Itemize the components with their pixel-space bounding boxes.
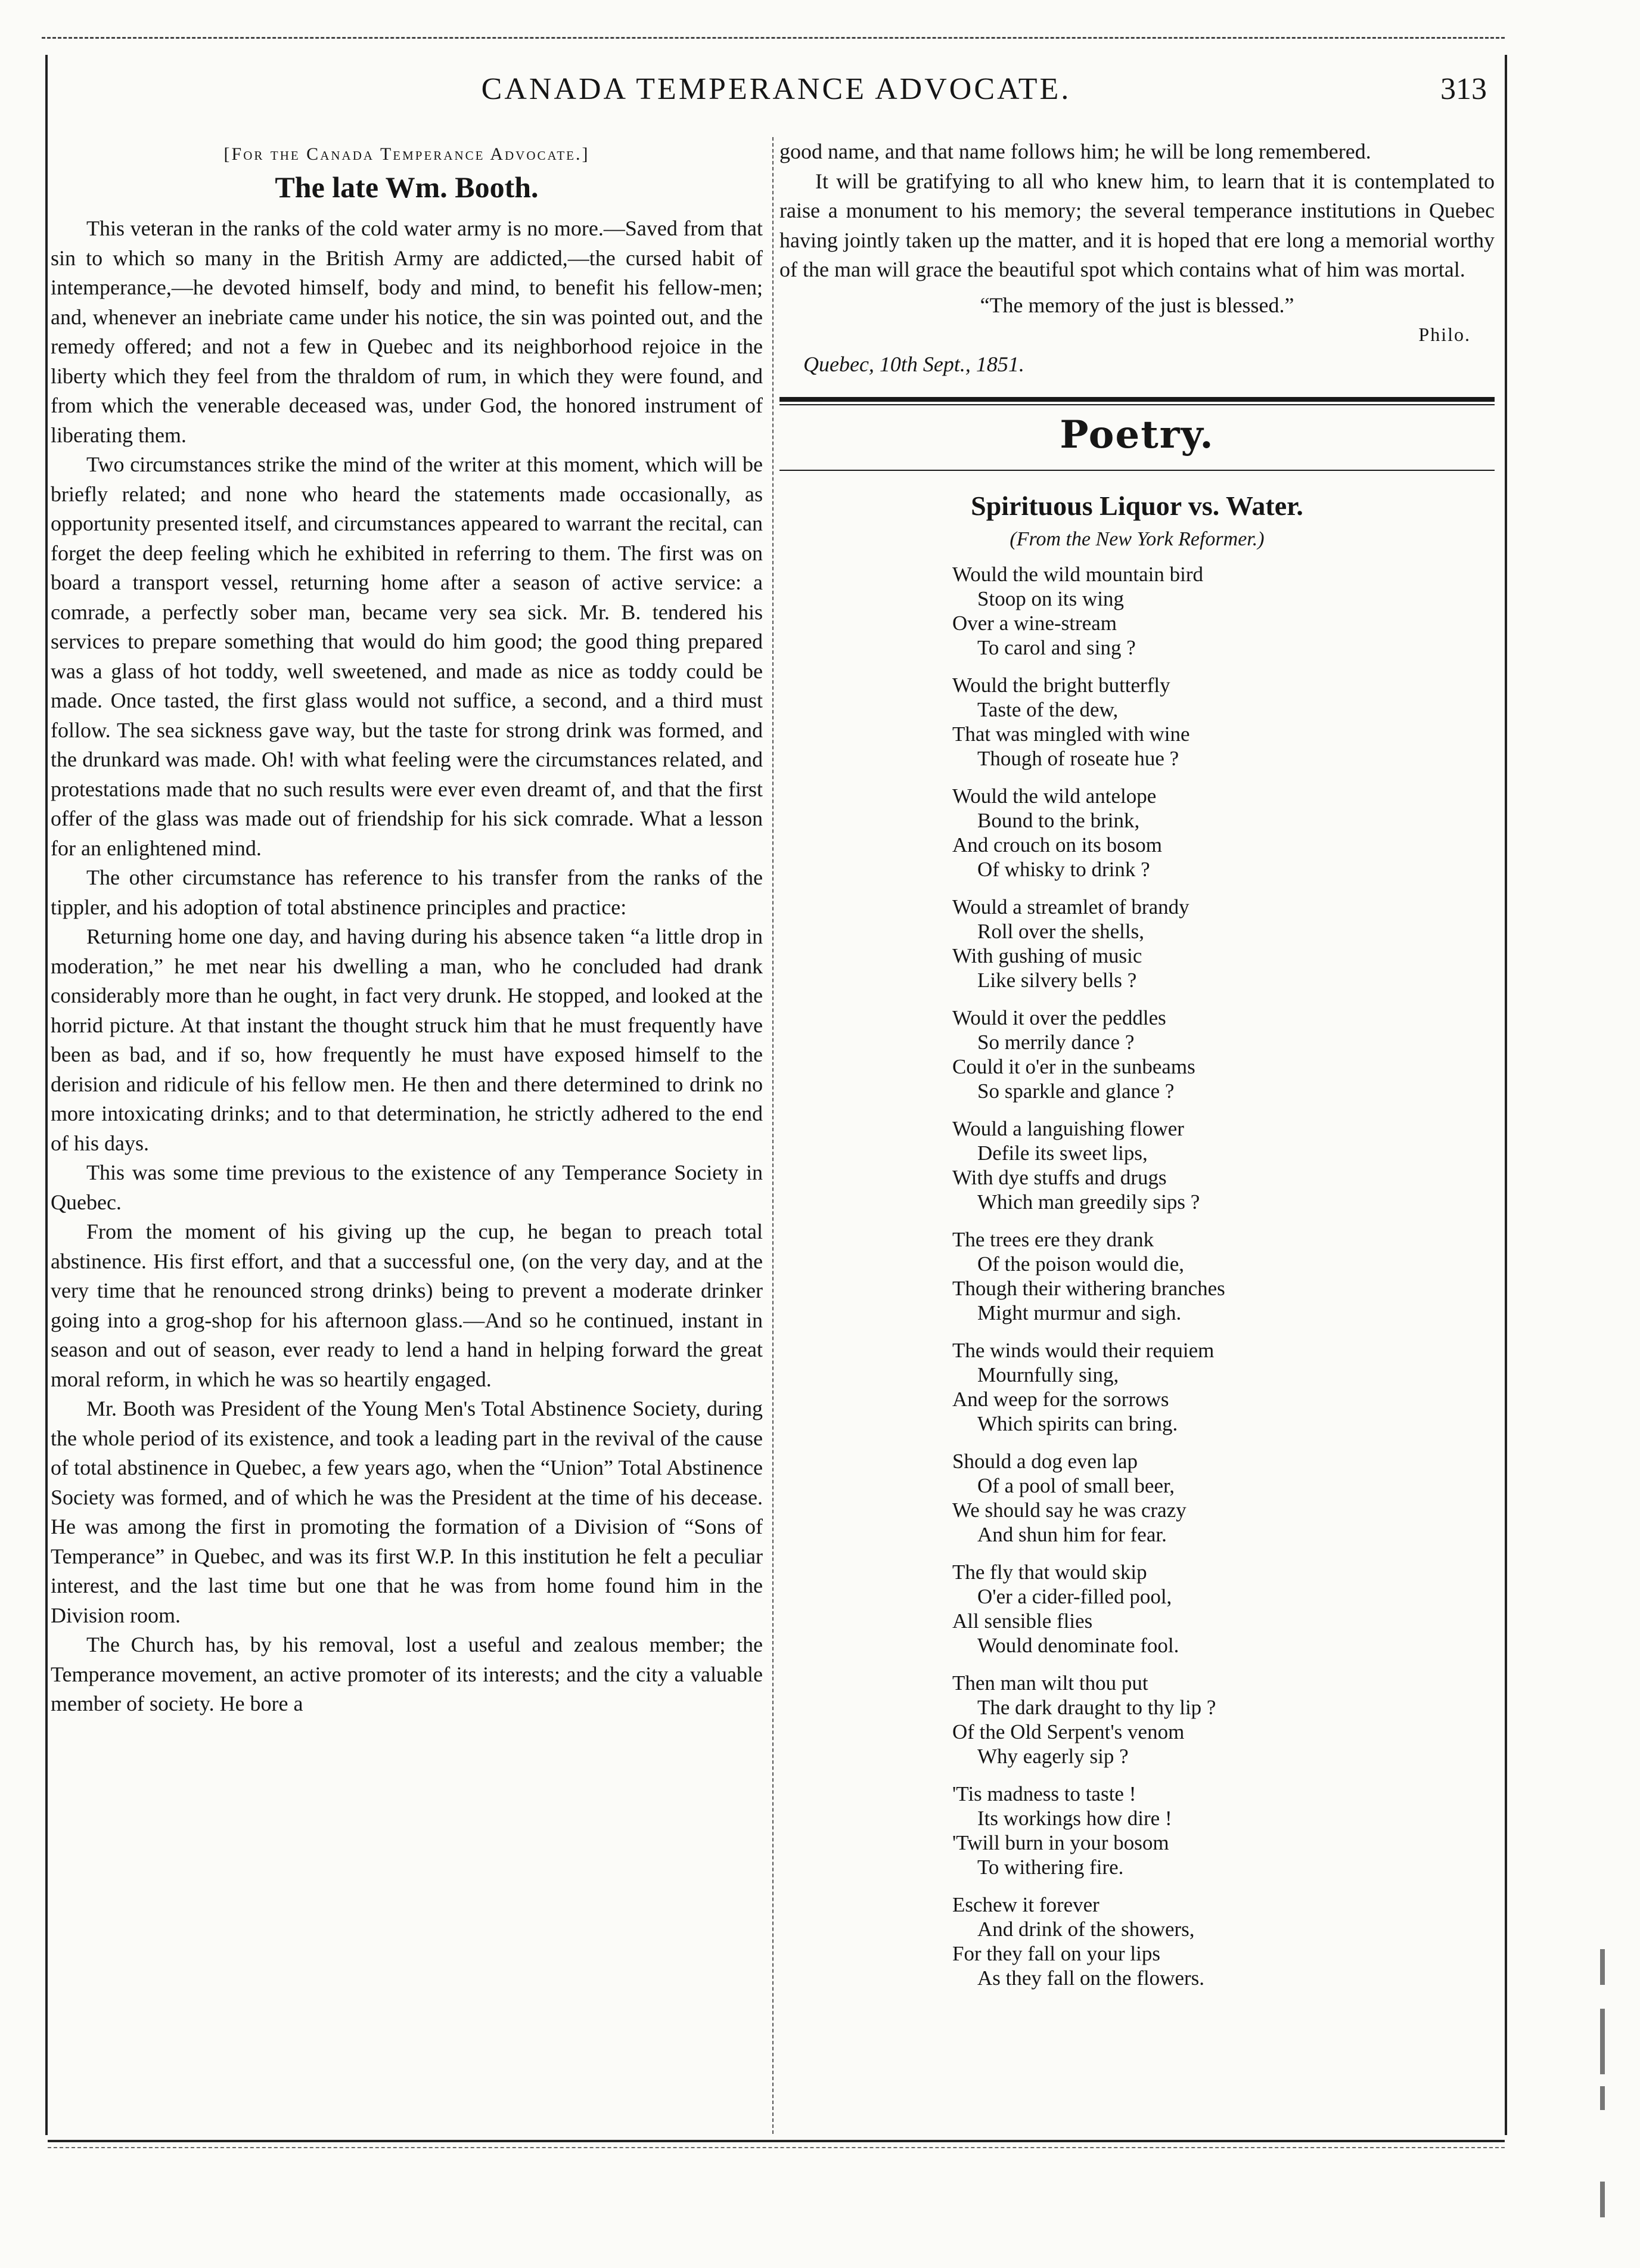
top-dashed-rule xyxy=(42,37,1505,39)
poem-line: Might murmur and sigh. xyxy=(977,1301,1182,1324)
poem-line: For they fall on your lips xyxy=(952,1942,1160,1965)
poem-line: Taste of the dew, xyxy=(977,698,1119,721)
article-title: The late Wm. Booth. xyxy=(275,170,539,204)
page-number: 313 xyxy=(1440,72,1487,106)
article-paragraph: Returning home one day, and having during his absence taken “a little drop in moderation,” he met near his dwelling a man, who he concluded had drank considerably more than he ought, in fact very drunk. He stopped, and looked at the horrid picture. At that instant the thought struck him that he must frequently have been as bad, and if so, how frequently he must have exposed himself to the derision and ridicule of his fellow men. He then and there determined to drink no more intoxicating drinks; and to that determination, he strictly adhered to the end of his days. xyxy=(51,924,763,1155)
article-source-note: [For the Canada Temperance Advocate.] xyxy=(223,144,590,164)
bottom-dashed-rule xyxy=(48,2147,1505,2148)
poem-line: Of a pool of small beer, xyxy=(977,1474,1175,1497)
poem-stanzas xyxy=(952,562,1495,1990)
poem-line: As they fall on the flowers. xyxy=(977,1966,1205,1990)
poem-line: Bound to the brink, xyxy=(977,809,1140,832)
poem-stanza xyxy=(952,1892,1495,1990)
margin-mark xyxy=(1600,2009,1605,2074)
article-quote: “The memory of the just is blessed.” xyxy=(980,293,1294,317)
poem-stanza xyxy=(952,1227,1495,1325)
poem-line: Stoop on its wing xyxy=(977,587,1125,610)
masthead-title: CANADA TEMPERANCE ADVOCATE. xyxy=(481,72,1071,106)
poem-stanza xyxy=(952,784,1495,882)
poem-line: And weep for the sorrows xyxy=(952,1388,1169,1411)
poem-line: The fly that would skip xyxy=(952,1560,1147,1584)
poem-line: And crouch on its bosom xyxy=(952,833,1162,857)
poem-line: All sensible flies xyxy=(952,1609,1093,1633)
poem-line: The dark draught to thy lip ? xyxy=(977,1696,1216,1719)
poem-stanza xyxy=(952,562,1495,660)
poem-line: Then man wilt thou put xyxy=(952,1671,1148,1695)
poem-source: (From the New York Reformer.) xyxy=(1010,528,1265,550)
margin-mark xyxy=(1600,2086,1605,2110)
poem-line: Defile its sweet lips, xyxy=(977,1141,1148,1165)
poem-line: Would it over the peddles xyxy=(952,1006,1166,1029)
poem-line: Eschew it forever xyxy=(952,1893,1099,1916)
poem-line: Would the bright butterfly xyxy=(952,674,1170,697)
right-column xyxy=(779,137,1495,2003)
poem-line: That was mingled with wine xyxy=(952,722,1190,746)
poem-line: To withering fire. xyxy=(977,1856,1124,1879)
poem-line: Which spirits can bring. xyxy=(977,1412,1178,1435)
poetry-section-title: Poetry. xyxy=(1060,412,1215,457)
article-paragraph: From the moment of his giving up the cup, he began to preach total abstinence. His first effort, and that a successful one, (on the very day, and at the very time that he renounced strong drinks) being to prevent a moderate drinker going into a grog-shop for his afternoon glass.—And so he continued, instant in season and out of season, ever ready to lend a hand in helping forward the great moral reform, in which he was so heartily engaged. xyxy=(51,1220,763,1391)
poem-line: We should say he was crazy xyxy=(952,1498,1186,1522)
poem-line: Which man greedily sips ? xyxy=(977,1190,1200,1214)
poem-line: Over a wine-stream xyxy=(952,612,1117,635)
poem-stanza xyxy=(952,673,1495,771)
poem-stanza xyxy=(952,1560,1495,1658)
poem-line: The winds would their requiem xyxy=(952,1339,1215,1362)
poem-line: So sparkle and glance ? xyxy=(977,1079,1175,1103)
poem-line: 'Twill burn in your bosom xyxy=(952,1831,1169,1854)
article-paragraph: This veteran in the ranks of the cold water army is no more.—Saved from that sin to which so many in the British Army are addicted,—the cursed habit of intemperance,—he devoted himself, body and mind, to benefit his fellow-men; and, whenever an inebriate came under his notice, the sin was pointed out, and the remedy offered; and not a few in Quebec and its neighborhood rejoice in the liberty which they feel from the thraldom of rum, in which they were found, and from which the venerable deceased was, under God, the honored instrument of liberating them. xyxy=(51,216,763,447)
poem-line: 'Tis madness to taste ! xyxy=(952,1782,1136,1805)
poem-line: Would the wild mountain bird xyxy=(952,563,1204,586)
poem-line: And shun him for fear. xyxy=(977,1523,1167,1546)
article-signature: Philo. xyxy=(1418,324,1471,345)
poem-line: To carol and sing ? xyxy=(977,636,1136,659)
poem-line: Would the wild antelope xyxy=(952,784,1157,808)
page-header xyxy=(60,72,1493,107)
poem-line: Would a languishing flower xyxy=(952,1117,1184,1140)
column-divider xyxy=(772,137,774,2134)
article-dateline: Quebec, 10th Sept., 1851. xyxy=(803,352,1024,376)
article-paragraph: Two circumstances strike the mind of the writer at this moment, which will be briefly related; and none who heard the statements made occasionally, as opportunity presented itself, and circumstances appeared to warrant the recital, can forget the deep feeling which he exhibited in referring to them. The first was on board a transport vessel, returning home after a season of active service: a comrade, a perfectly sober man, became very sea sick. Mr. B. tendered his services to prepare something that would do him good; the good thing prepared was a glass of hot toddy, well sweetened, and made as nice as toddy could be made. Once tasted, the first glass would not suffice, a second, and a third must follow. The sea sickness gave way, but the taste for strong drink was formed, and the drunkard was made. Oh! with what feeling were the circumstances related, and protestations made that no such results were ever even dreamt of, and that the first offer of the glass was made out of friendship for his sick comrade. What a lesson for an enlightened mind. xyxy=(51,452,763,860)
poem-line: And drink of the showers, xyxy=(977,1918,1195,1941)
poetry-bottom-rule xyxy=(779,470,1495,471)
poem-line: Roll over the shells, xyxy=(977,920,1144,943)
poem-line: Would denominate fool. xyxy=(977,1634,1179,1657)
article-paragraph: Mr. Booth was President of the Young Men's Total Abstinence Society, during the whole period of its existence, and took a leading part in the revival of the cause of total abstinence in Quebec, a few years ago, when the “Union” Total Abstinence Society was formed, and of which he was the President at the time of his decease. He was among the first in promoting the formation of a Division of “Sons of Temperance” in Quebec, and was its first W.P. In this institution he felt a peculiar interest, and the last time but one that he was from home found him in the Division room. xyxy=(51,1397,763,1627)
poem-stanza xyxy=(952,1671,1495,1769)
article-paragraph: This was some time previous to the existence of any Temperance Society in Quebec. xyxy=(51,1161,763,1214)
poem-line: Though their withering branches xyxy=(952,1277,1225,1300)
margin-mark xyxy=(1600,1949,1605,1985)
poem-line: Of the Old Serpent's venom xyxy=(952,1720,1185,1743)
poem-stanza xyxy=(952,1338,1495,1436)
article-paragraph: It will be gratifying to all who knew him, to learn that it is contemplated to raise a monument to his memory; the several temperance institutions in Quebec having jointly taken up the matter, and it is hoped that ere long a memorial worthy of the man will grace the beautiful spot which contains what of him was mortal. xyxy=(779,169,1495,281)
poem-line: O'er a cider-filled pool, xyxy=(977,1585,1172,1608)
article-paragraph: The Church has, by his removal, lost a useful and zealous member; the Temperance movement, an active promoter of its interests; and the city a valuable member of society. He bore a xyxy=(51,1633,763,1715)
poem-line: With gushing of music xyxy=(952,944,1142,967)
poem-stanza xyxy=(952,1006,1495,1103)
poem-line: Of the poison would die, xyxy=(977,1252,1185,1276)
poem-line: Should a dog even lap xyxy=(952,1450,1138,1473)
poem-line: Its workings how dire ! xyxy=(977,1807,1172,1830)
poem-stanza xyxy=(952,1449,1495,1547)
article-continuation: good name, and that name follows him; he will be long remembered. xyxy=(779,139,1371,163)
poem-line: So merrily dance ? xyxy=(977,1031,1135,1054)
poem-line: Of whisky to drink ? xyxy=(977,858,1150,881)
poem-line: The trees ere they drank xyxy=(952,1228,1154,1251)
poetry-top-rule xyxy=(779,397,1495,402)
poem-line: Mournfully sing, xyxy=(977,1363,1119,1386)
poem-line: Though of roseate hue ? xyxy=(977,747,1179,770)
poem-line: Would a streamlet of brandy xyxy=(952,895,1189,919)
poem-stanza xyxy=(952,1782,1495,1879)
margin-mark xyxy=(1600,2182,1605,2217)
bottom-rule xyxy=(48,2140,1505,2142)
poem-line: Could it o'er in the sunbeams xyxy=(952,1055,1195,1078)
poem-line: With dye stuffs and drugs xyxy=(952,1166,1167,1189)
left-column xyxy=(51,137,763,1719)
article-paragraph: The other circumstance has reference to his transfer from the ranks of the tippler, and his adoption of total abstinence principles and practice: xyxy=(51,865,763,919)
poem-line: Like silvery bells ? xyxy=(977,969,1137,992)
poem-stanza xyxy=(952,1116,1495,1214)
poem-title: Spirituous Liquor vs. Water. xyxy=(971,491,1303,521)
poem-line: Why eagerly sip ? xyxy=(977,1745,1129,1768)
poem-stanza xyxy=(952,895,1495,992)
